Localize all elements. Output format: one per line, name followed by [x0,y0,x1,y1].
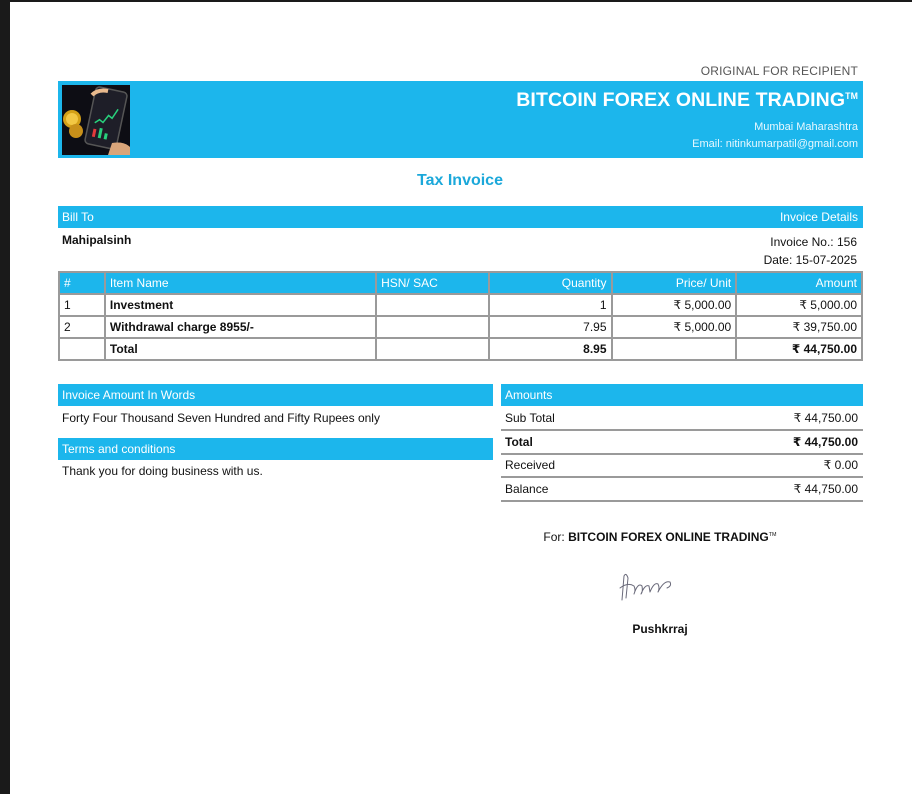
table-total-row [59,338,862,360]
received-value: ₹ 0.00 [823,458,858,472]
items-table [58,271,863,361]
phone-chart-image [62,85,130,155]
company-location: Mumbai Maharashtra [754,121,858,133]
col-header-hsn-sac: HSN/ SAC [376,272,489,294]
item-name: Withdrawal charge 8955/- [105,316,376,338]
bill-to-bar [58,206,863,228]
col-header-price-unit: Price/ Unit [612,272,737,294]
sub-total-value: ₹ 44,750.00 [793,411,858,425]
terms-bar [58,438,493,460]
invoice-details-label: Invoice Details [779,210,858,224]
signature-for-line: For: BITCOIN FOREX ONLINE TRADING™ [543,530,777,544]
invoice-date: Date: 15-07-2025 [763,253,857,267]
row-number: 2 [59,316,105,338]
received-row [501,454,863,478]
item-price: ₹ 5,000.00 [612,294,737,316]
item-quantity: 7.95 [489,316,612,338]
item-quantity: 1 [489,294,612,316]
grand-total-value: ₹ 44,750.00 [792,435,858,449]
page-title: Tax Invoice [417,172,503,189]
company-email: Email: nitinkumarpatil@gmail.com [692,138,858,150]
balance-label: Balance [505,482,549,496]
amounts-label: Amounts [505,388,553,402]
invoice-number: Invoice No.: 156 [770,235,857,249]
table-row [59,316,862,338]
total-quantity: 8.95 [489,338,612,360]
grand-total-label: Total [505,435,533,449]
total-empty-cell [59,338,105,360]
sub-total-row [501,407,863,431]
table-row [59,294,862,316]
received-label: Received [505,458,556,472]
handwritten-signature [612,568,682,608]
signer-name: Pushkrraj [632,622,688,636]
item-price: ₹ 5,000.00 [612,316,737,338]
row-number: 1 [59,294,105,316]
amounts-bar [501,384,863,406]
total-empty-cell [612,338,737,360]
company-logo [62,85,130,155]
col-header-item-name: Item Name [105,272,376,294]
item-name: Investment [105,294,376,316]
balance-value: ₹ 44,750.00 [793,482,858,496]
total-amount: ₹ 44,750.00 [736,338,862,360]
item-amount: ₹ 5,000.00 [736,294,862,316]
items-table-header [59,272,862,294]
sub-total-label: Sub Total [505,411,555,425]
bill-to-name: Mahipalsinh [62,233,132,247]
col-header-amount: Amount [736,272,862,294]
copy-label: ORIGINAL FOR RECIPIENT [700,64,858,78]
total-label: Total [105,338,376,360]
item-hsn [376,316,489,338]
item-hsn [376,294,489,316]
col-header-number: # [59,272,105,294]
amount-in-words-label: Invoice Amount In Words [62,388,196,402]
col-header-quantity: Quantity [489,272,612,294]
bill-to-label: Bill To [62,210,94,224]
grand-total-row [501,431,863,455]
amount-in-words-bar [58,384,493,406]
company-name: BITCOIN FOREX ONLINE TRADING™ [516,89,858,111]
item-amount: ₹ 39,750.00 [736,316,862,338]
balance-row [501,478,863,502]
total-empty-cell [376,338,489,360]
terms-text: Thank you for doing business with us. [62,464,263,478]
window-edge-top [0,0,912,2]
amount-in-words-text: Forty Four Thousand Seven Hundred and Fifty Rupees only [62,411,380,425]
terms-label: Terms and conditions [62,442,176,456]
window-edge-left [0,0,10,794]
